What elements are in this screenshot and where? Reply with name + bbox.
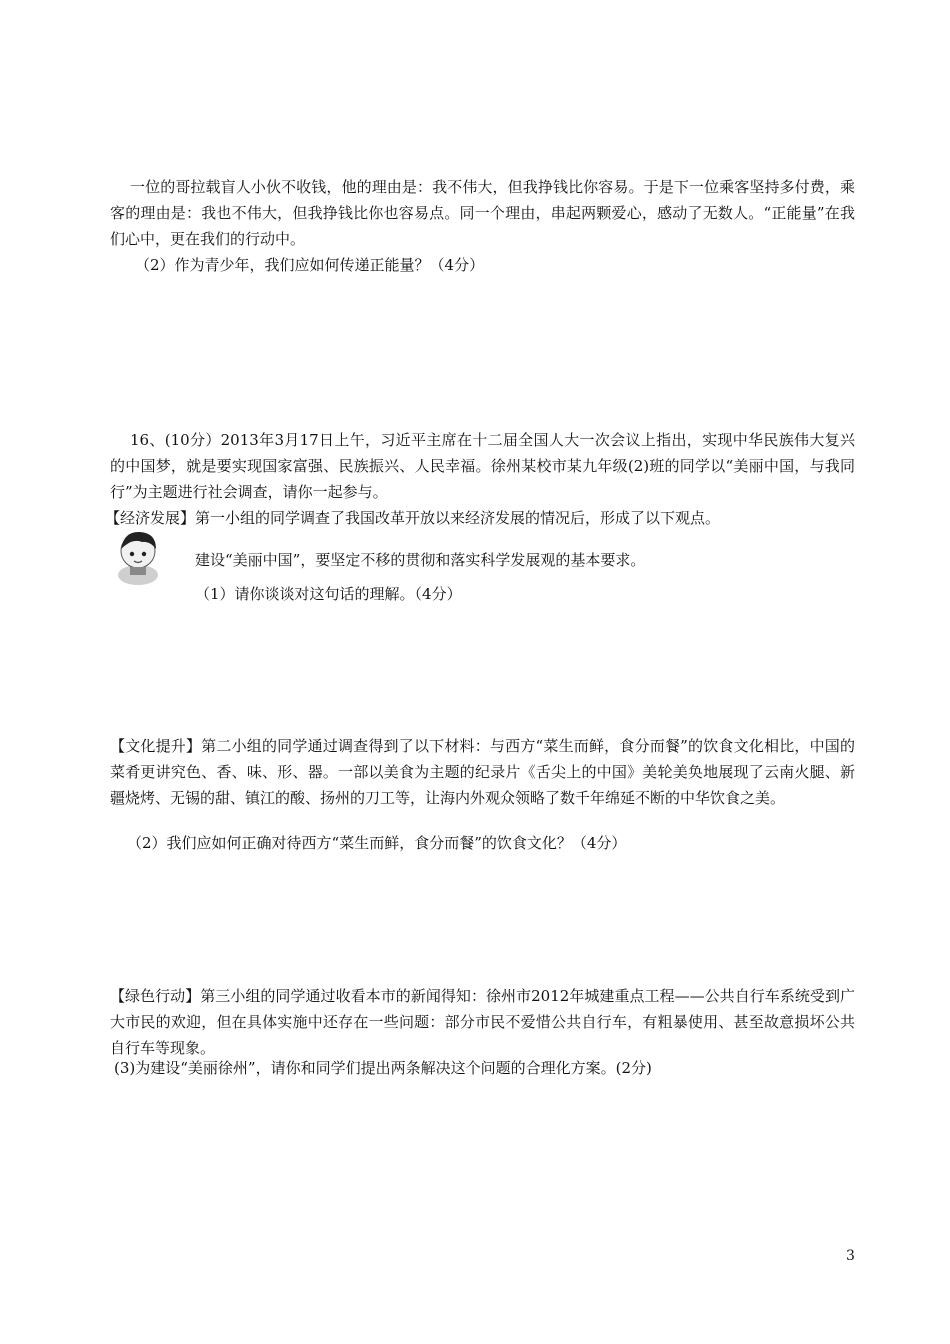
green-section-text: 【绿色行动】第三小组的同学通过收看本市的新闻得知：徐州市2012年城建重点工程——公共自行车系统受到广大市民的欢迎，但在具体实施中还存在一些问题：部分市民不爱惜公共自行车，有粗暴使用、甚至故意损坏公共自行车等现象。 [110,987,855,1057]
economy-question-1: （1）请你谈谈对这句话的理解。（4分） [195,585,462,603]
economy-section-heading: 【经济发展】第一小组的同学调查了我国改革开放以来经济发展的情况后，形成了以下观点。 [105,509,721,527]
question-2-pass-energy: （2）作为青少年，我们应如何传递正能量？（4分） [135,256,485,274]
page-number: 3 [846,1248,855,1264]
culture-question-2: （2）我们应如何正确对待西方“菜生而鲜，食分而餐”的饮食文化？（4分） [127,834,627,852]
culture-section-text: 【文化提升】第二小组的同学通过调查得到了以下材料：与西方“菜生而鲜，食分而餐”的饮食文化相比，中国的菜肴更讲究色、香、味、形、器。一部以美食为主题的纪录片《舌尖上的中国》美轮美奂地展现了云南火腿、新疆烧烤、无锡的甜、镇江的酸、扬州的刀工等，让海内外观众领略了数千年绵延不断的中华饮食之美。 [110,737,855,807]
green-question-3: (3)为建设“美丽徐州”，请你和同学们提出两条解决这个问题的合理化方案。(2分) [114,1059,652,1077]
question-16-intro: 16、(10分）2013年3月17日上午，习近平主席在十二届全国人大一次会议上指出，实现中华民族伟大复兴的中国梦，就是要实现国家富强、民族振兴、人民幸福。徐州某校市某九年级(2)班的同学以“美丽中国，与我同行”为主题进行社会调查，请你一起参与。 [110,431,855,501]
student-avatar-image [112,527,164,585]
economy-quote: 建设“美丽中国”，要坚定不移的贯彻和落实科学发展观的基本要求。 [195,551,646,569]
story-paragraph: 一位的哥拉载盲人小伙不收钱，他的理由是：我不伟大，但我挣钱比你容易。于是下一位乘客坚持多付费，乘客的理由是：我也不伟大，但我挣钱比你也容易点。同一个理由，串起两颗爱心，感动了无数人。“正能量”在我们心中，更在我们的行动中。 [110,178,855,248]
